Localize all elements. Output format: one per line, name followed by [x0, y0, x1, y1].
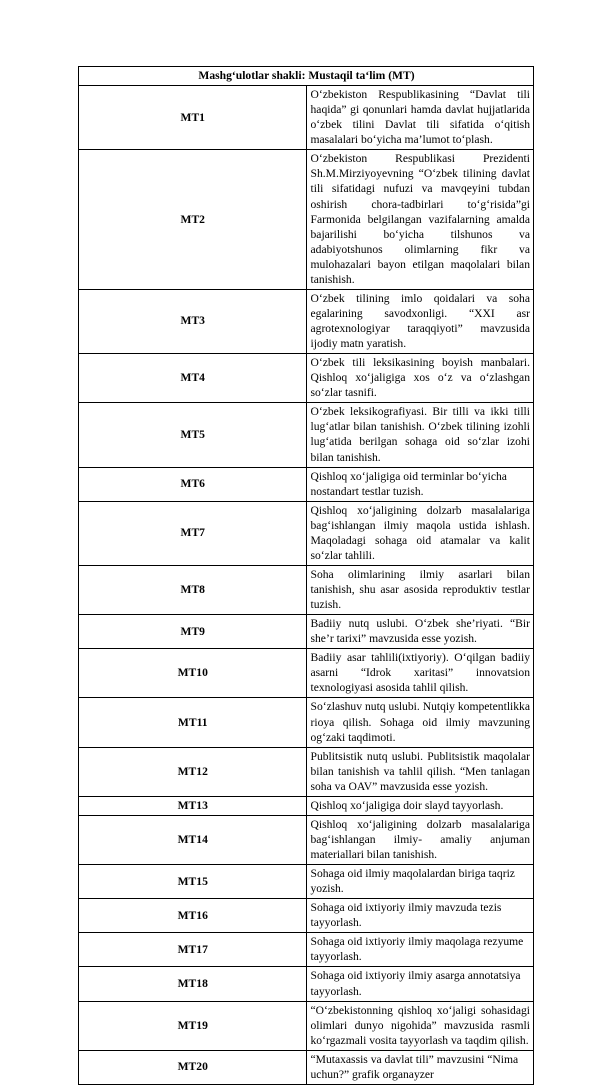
task-description-cell: O‘zbek leksikografiyasi. Bir tilli va ikki tilli lug‘atlar bilan tanishish. O‘zbek tilining izohli lug‘atida berilgan sohaga oid so‘zlar izohi bilan tanishish. [306, 403, 534, 467]
task-description-cell: So‘zlashuv nutq uslubi. Nutqiy kompetentlikka rioya qilish. Sohaga oid ilmiy mavzuning og‘zaki taqdimoti. [306, 698, 534, 747]
table-row [79, 86, 534, 150]
table-row [79, 150, 534, 290]
task-description-cell: Publitsistik nutq uslubi. Publitsistik maqolalar bilan tanishish va tahlil qilish. “Men tanlagan soha va OAV” mavzusida esse yozish. [306, 747, 534, 796]
table-row [79, 747, 534, 796]
task-description-cell: Soha olimlarining ilmiy asarlari bilan tanishish, shu asar asosida reproduktiv testlar tuzish. [306, 565, 534, 614]
task-code-cell: MT10 [79, 649, 307, 698]
table-row [79, 1001, 534, 1050]
task-code-cell: MT20 [79, 1050, 307, 1084]
table-body [79, 67, 534, 1085]
task-code-cell: MT15 [79, 865, 307, 899]
task-description-cell: “O‘zbekistonning qishloq xo‘jaligi sohasidagi olimlari dunyo nigohida” mavzusida rasmli ko‘rgazmali vosita tayyorlash va taqdim qilish. [306, 1001, 534, 1050]
task-description-cell: “Mutaxassis va davlat tili” mavzusini “Nima uchun?” grafik organayzer [306, 1050, 534, 1084]
table-row [79, 565, 534, 614]
task-code-cell: MT1 [79, 86, 307, 150]
task-description-cell: O‘zbek tili leksikasining boyish manbalari. Qishloq xo‘jaligiga xos o‘z va o‘zlashgan so‘zlar tasnifi. [306, 354, 534, 403]
task-code-cell: MT2 [79, 150, 307, 290]
table-row [79, 865, 534, 899]
task-code-cell: MT11 [79, 698, 307, 747]
task-description-cell: Badiiy asar tahlili(ixtiyoriy). O‘qilgan badiiy asarni “Idrok xaritasi” innovatsion texnologiyasi asosida tahlil qilish. [306, 649, 534, 698]
task-code-cell: MT19 [79, 1001, 307, 1050]
table-row [79, 289, 534, 353]
task-code-cell: MT5 [79, 403, 307, 467]
table-row [79, 698, 534, 747]
table-row [79, 796, 534, 815]
task-description-cell: O‘zbekiston Respublikasining “Davlat tili haqida” gi qonunlari hamda davlat hujjatlarida o‘zbek tilini Davlat tili sifatida o‘qitish masalalari bo‘yicha ma’lumot to‘plash. [306, 86, 534, 150]
table-row [79, 649, 534, 698]
task-description-cell: O‘zbek tilining imlo qoidalari va soha egalarining savodxonligi. “XXI asr agrotexnologiyar taraqqiyoti” mavzusida ijodiy matn yaratish. [306, 289, 534, 353]
table-row [79, 967, 534, 1001]
task-code-cell: MT3 [79, 289, 307, 353]
task-description-cell: Qishloq xo‘jaligiga oid terminlar bo‘yicha nostandart testlar tuzish. [306, 467, 534, 501]
task-description-cell: Sohaga oid ilmiy maqolalardan biriga taqriz yozish. [306, 865, 534, 899]
task-code-cell: MT9 [79, 615, 307, 649]
task-code-cell: MT7 [79, 501, 307, 565]
mustaqil-talim-table-container [78, 66, 534, 1085]
task-description-cell: Sohaga oid ixtiyoriy ilmiy asarga annotatsiya tayyorlash. [306, 967, 534, 1001]
table-row [79, 354, 534, 403]
task-code-cell: MT8 [79, 565, 307, 614]
task-description-cell: Sohaga oid ixtiyoriy ilmiy maqolaga rezyume tayyorlash. [306, 933, 534, 967]
table-row [79, 815, 534, 864]
task-description-cell: Qishloq xo‘jaligining dolzarb masalalariga bag‘ishlangan ilmiy- amaliy anjuman materiallari bilan tanishish. [306, 815, 534, 864]
task-description-cell: O‘zbekiston Respublikasi Prezidenti Sh.M.Mirziyoyevning “O‘zbek tilining davlat tili sifatidagi nufuzi va mavqeyini tubdan oshirish chora-tadbirlari to‘g‘risida”gi Farmonida belgilangan vazifalarning amalda bajarilishi bo‘yicha tilshunos va adabiyotshunos olimlarning fikr va mulohazalari bayon etilgan maqolalari bilan tanishish. [306, 150, 534, 290]
table-title-row [79, 67, 534, 86]
table-row [79, 899, 534, 933]
table-row [79, 1050, 534, 1084]
table-row [79, 467, 534, 501]
mustaqil-talim-table [78, 66, 534, 1085]
task-code-cell: MT4 [79, 354, 307, 403]
table-title: Mashg‘ulotlar shakli: Mustaqil ta‘lim (MT) [79, 67, 534, 86]
table-row [79, 501, 534, 565]
table-row [79, 615, 534, 649]
task-code-cell: MT6 [79, 467, 307, 501]
task-code-cell: MT17 [79, 933, 307, 967]
task-code-cell: MT14 [79, 815, 307, 864]
task-code-cell: MT18 [79, 967, 307, 1001]
task-description-cell: Qishloq xo‘jaligining dolzarb masalalariga bag‘ishlangan ilmiy maqola ustida ishlash. Maqoladagi sohaga oid atamalar va kalit so‘zlar tahlili. [306, 501, 534, 565]
task-code-cell: MT12 [79, 747, 307, 796]
task-code-cell: MT13 [79, 796, 307, 815]
task-description-cell: Sohaga oid ixtiyoriy ilmiy mavzuda tezis tayyorlash. [306, 899, 534, 933]
table-row [79, 933, 534, 967]
task-code-cell: MT16 [79, 899, 307, 933]
task-description-cell: Badiiy nutq uslubi. O‘zbek she’riyati. “Bir she’r tarixi” mavzusida esse yozish. [306, 615, 534, 649]
table-row [79, 403, 534, 467]
task-description-cell: Qishloq xo‘jaligiga doir slayd tayyorlash. [306, 796, 534, 815]
